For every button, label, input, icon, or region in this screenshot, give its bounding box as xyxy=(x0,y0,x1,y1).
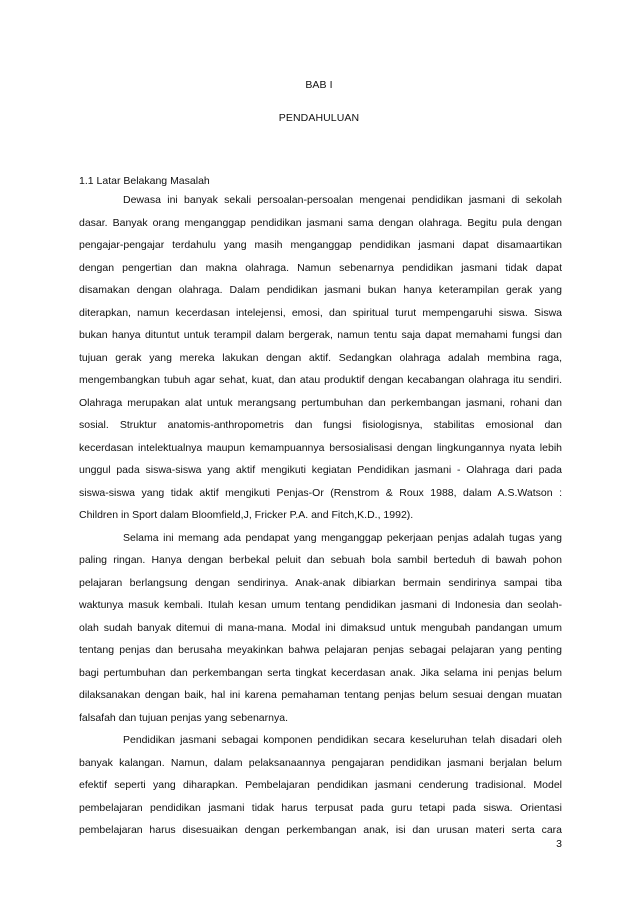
paragraph-2-line: paling ringan. Hanya dengan berbekal peluit dan sebuah bola sambil berteduh di bawah pohon xyxy=(79,554,562,566)
page-number: 3 xyxy=(556,838,562,850)
paragraph-2-line: olah sudah banyak ditemui di mana-mana. Modal ini dimaksud untuk mengubah pandangan umum xyxy=(79,621,562,634)
paragraph-3-line: efektif seperti yang diharapkan. Pembelajaran pendidikan jasmani cenderung tradisional. Model xyxy=(79,779,562,791)
paragraph-2-line: pelajaran berlangsung dengan sendirinya. Anak-anak dibiarkan bermain sendirinya sampai tiba xyxy=(79,576,562,589)
body-text xyxy=(79,193,562,846)
paragraph-3-line: banyak kalangan. Namun, dalam pelaksanaannya pengajaran pendidikan jasmani berjalan belum xyxy=(79,756,562,769)
paragraph-1-line: Dewasa ini banyak sekali persoalan-persoalan mengenai pendidikan jasmani di sekolah xyxy=(123,194,562,206)
paragraph-1-line: disamakan dengan olahraga. Dalam pendidikan jasmani bukan hanya keterampilan gerak yang xyxy=(79,284,562,296)
paragraph-2-line: bagi pertumbuhan dan perkembangan serta tingkat kecerdasan anak. Jika selama ini penjas belum xyxy=(79,666,562,679)
paragraph-1-line: siswa-siswa yang tidak aktif mengikuti Penjas-Or (Renstrom & Roux 1988, dalam A.S.Watson : xyxy=(79,486,562,499)
paragraph-1-line: Children in Sport dalam Bloomfield,J, Fricker P.A. and Fitch,K.D., 1992). xyxy=(79,509,414,521)
paragraph-2-line: waktunya masuk kembali. Itulah kesan umum tentang pendidikan jasmani di Indonesia dan seolah- xyxy=(79,599,562,611)
paragraph-1-line: Olahraga merupakan alat untuk merangsang pertumbuhan dan perkembangan jasmani, rohani dan xyxy=(79,396,562,409)
paragraph-1-line: pengajar-pengajar terdahulu yang masih menganggap pendidikan jasmani dapat disamaartikan xyxy=(79,239,562,251)
paragraph-1-line: dasar. Banyak orang menganggap pendidikan jasmani sama dengan olahraga. Begitu pula dengan xyxy=(79,216,562,229)
paragraph-1-line: unggul pada siswa-siswa yang aktif mengikuti kegiatan Pendidikan jasmani - Olahraga dari pada xyxy=(79,464,562,476)
paragraph-1-line: tujuan gerak yang mereka lakukan dengan aktif. Sedangkan olahraga adalah membina raga, xyxy=(79,351,562,364)
paragraph-1-line: mengembangkan tubuh agar sehat, kuat, dan atau produktif dengan kecabangan olahraga itu sendiri. xyxy=(79,374,562,386)
paragraph-1-line: bukan hanya dituntut untuk terampil dalam bergerak, namun tentu saja dapat memahami fungsi dan xyxy=(79,329,562,341)
paragraph-3-line: pembelajaran pendidikan jasmani tidak harus terpusat pada guru tetapi pada siswa. Orientasi xyxy=(79,801,562,814)
paragraph-1-line: diterapkan, namun kecerdasan intelejensi, emosi, dan spiritual turut mempengaruhi siswa. Siswa xyxy=(79,306,562,319)
paragraph-3-line: pembelajaran harus disesuaikan dengan perkembangan anak, isi dan urusan materi serta cara xyxy=(79,824,562,836)
paragraph-2-line: dilaksanakan dengan baik, hal ini karena pemahaman tentang penjas belum sesuai dengan muatan xyxy=(79,689,562,701)
paragraph-1-line: dengan pengertian dan makna olahraga. Namun sebenarnya pendidikan jasmani tidak dapat xyxy=(79,261,562,274)
paragraph-3-line: Pendidikan jasmani sebagai komponen pendidikan secara keseluruhan telah disadari oleh xyxy=(123,734,562,746)
chapter-label: BAB I xyxy=(305,79,333,91)
chapter-title: PENDAHULUAN xyxy=(278,112,360,124)
paragraph-2-line: Selama ini memang ada pendapat yang menganggap pekerjaan penjas adalah tugas yang xyxy=(123,531,562,544)
paragraph-2-line: falsafah dan tujuan penjas yang sebenarnya. xyxy=(79,711,288,724)
section-heading: 1.1 Latar Belakang Masalah xyxy=(79,175,210,187)
paragraph-1-line: kecerdasan intelektualnya maupun kemampuannya bersosialisasi dengan lingkungannya nyata lebih xyxy=(79,441,562,454)
paragraph-2-line: tentang penjas dan berusaha meyakinkan bahwa pelajaran penjas sebagai pelajaran yang penting xyxy=(79,644,562,656)
paragraph-1-line: sosial. Struktur anatomis-anthropometris dan fungsi fisiologisnya, stabilitas emosional dan xyxy=(79,419,562,431)
